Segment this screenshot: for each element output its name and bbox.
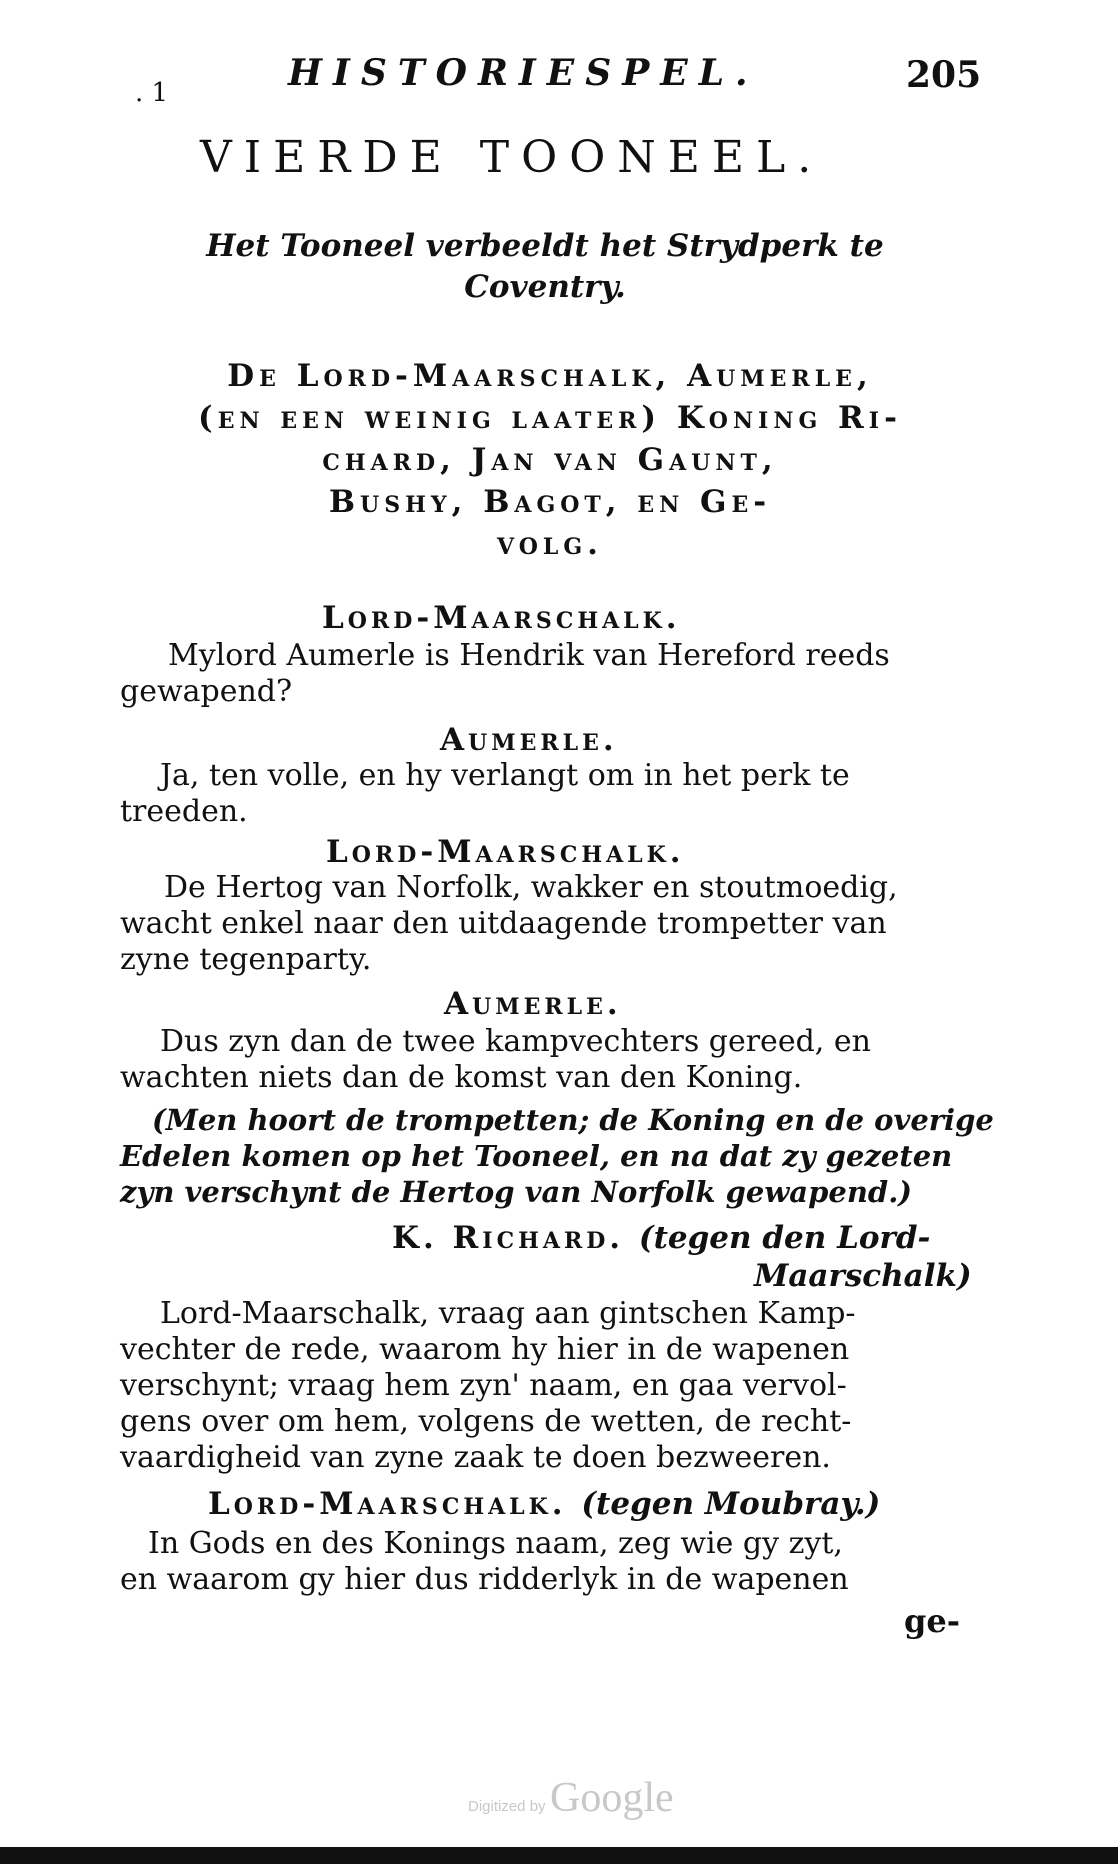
speech-line: wachten niets dan de komst van den Koning. [120, 1060, 803, 1095]
google-logo: Google [550, 1775, 674, 1821]
stage-direction-line: (Men hoort de trompetten; de Koning en de overige [152, 1103, 994, 1137]
scan-edge-bar [0, 1847, 1118, 1864]
speaker-name [392, 1220, 930, 1256]
speech-line: Dus zyn dan de twee kampvechters gereed, en [160, 1024, 871, 1059]
speech-block [120, 1024, 970, 1096]
scene-description-line: Het Tooneel verbeeldt het Strydperk te [206, 228, 884, 264]
speech-line: vechter de rede, waarom hy hier in de wapenen [120, 1332, 850, 1367]
watermark-text: Digitized by [468, 1798, 546, 1815]
speaker-name: Lord-Maarschalk. [322, 600, 681, 636]
speech-line: De Hertog van Norfolk, wakker en stoutmoedig, [164, 870, 898, 905]
speech-line: Lord-Maarschalk, vraag aan gintschen Kamp- [160, 1296, 856, 1331]
speech-line: en waarom gy hier dus ridderlyk in de wapenen [120, 1562, 849, 1597]
speech-line: vaardigheid van zyne zaak te doen bezweeren. [120, 1440, 831, 1475]
speaker-name: Aumerle. [440, 722, 618, 758]
speech-line: gewapend? [120, 674, 293, 709]
speech-block [120, 1526, 970, 1598]
speaker-name: Lord-Maarschalk. [326, 834, 685, 870]
speech-line: wacht enkel naar den uitdaagende trompetter van [120, 906, 887, 941]
cast-list [150, 355, 950, 565]
stage-direction [120, 1102, 994, 1210]
speaker-stage-note: (tegen Moubray.) [581, 1486, 881, 1522]
speech-block [120, 758, 970, 830]
speech-line: treeden. [120, 794, 248, 829]
speech-line: Ja, ten volle, en hy verlangt om in het perk te [160, 758, 850, 793]
running-head: HISTORIESPEL. [288, 52, 759, 94]
cast-line: De Lord-Maarschalk, Aumerle, [227, 358, 873, 394]
speech-line: zyne tegenparty. [120, 942, 372, 977]
speech-block [120, 638, 970, 710]
scene-title: VIERDE TOONEEL. [200, 132, 824, 183]
scene-description [195, 226, 895, 308]
speaker-name [208, 1486, 880, 1522]
speaker-stage-note: (tegen den Lord- [638, 1220, 931, 1256]
speaker-label: K. Richard. [392, 1220, 625, 1256]
speech-block [120, 1296, 970, 1476]
speaker-name: Aumerle. [444, 986, 622, 1022]
speech-line: In Gods en des Konings naam, zeg wie gy zyt, [148, 1526, 843, 1561]
speech-line: gens over om hem, volgens de wetten, de recht- [120, 1404, 852, 1439]
speech-line: verschynt; vraag hem zyn' naam, en gaa vervol- [120, 1368, 847, 1403]
cast-line: chard, Jan van Gaunt, [322, 442, 778, 478]
cast-line: (en een weinig laater) Koning Ri- [198, 400, 902, 436]
stage-direction-line: Edelen komen op het Tooneel, en na dat zy gezeten [120, 1139, 953, 1173]
speaker-label: Lord-Maarschalk. [208, 1486, 567, 1522]
speaker-stage-note-continued: Maarschalk) [754, 1258, 972, 1294]
catchword: ge- [904, 1602, 961, 1640]
page-number: 205 [906, 54, 982, 96]
cast-line: Bushy, Bagot, en Ge- [328, 484, 772, 520]
cast-line: volg. [497, 526, 603, 562]
speech-block [120, 870, 970, 978]
header-mark: . 1 [135, 78, 169, 108]
speech-line: Mylord Aumerle is Hendrik van Hereford reeds [168, 638, 890, 673]
stage-direction-line: zyn verschynt de Hertog van Norfolk gewapend.) [120, 1175, 913, 1209]
digitized-watermark [468, 1774, 674, 1822]
scene-description-line: Coventry. [464, 269, 626, 305]
